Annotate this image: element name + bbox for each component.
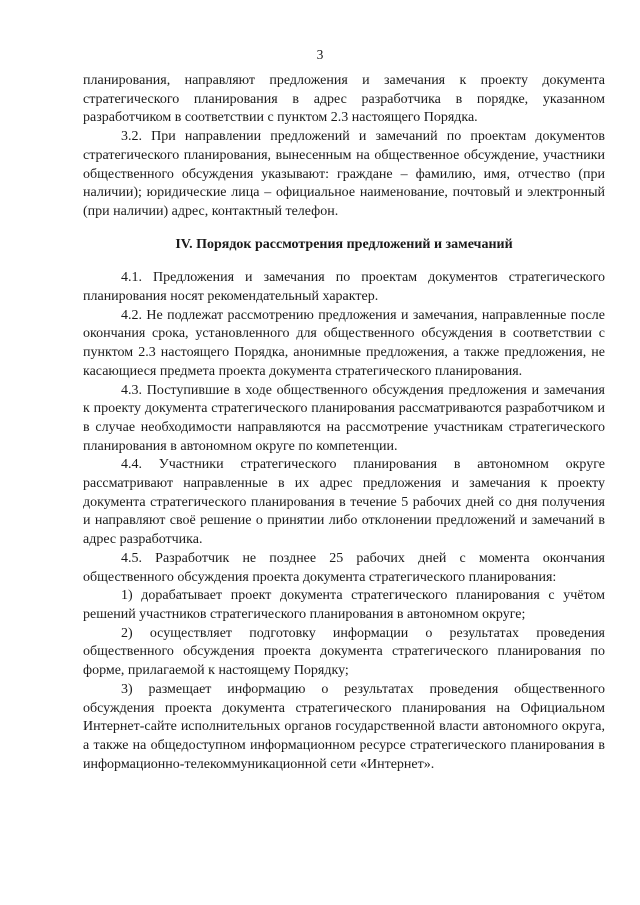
paragraph-3-2: 3.2. При направлении предложений и замечаний по проектам документов стратегического планирования, вынесенным на общественное обсуждение, участники общественного обсуждения указывают: граждане – фамилию, имя, отчество (при наличии); юридические лица – официальное наименование, почтовый и электронный (при наличии) адрес, контактный телефон.	[83, 129, 605, 219]
paragraph-4-3: 4.3. Поступившие в ходе общественного обсуждения предложения и замечания к проекту документа стратегического планирования рассматриваются разработчиком и в случае необходимости направляются на рассмотрение участникам стратегического планирования в автономном округе по компетенции.	[83, 382, 605, 454]
document-body	[83, 72, 605, 774]
paragraph-4-2: 4.2. Не подлежат рассмотрению предложения и замечания, направленные после окончания срока, установленного для общественного обсуждения в соответствии с пунктом 2.3 настоящего Порядка, анонимные предложения, а также предложения, не касающиеся предмета проекта документа стратегического планирования.	[83, 307, 605, 379]
list-item-2: 2) осуществляет подготовку информации о результатах проведения общественного обсуждения проекта документа стратегического планирования по форме, прилагаемой к настоящему Порядку;	[83, 625, 605, 679]
list-item-3: 3) размещает информацию о результатах проведения общественного обсуждения проекта документа стратегического планирования на Официальном Интернет-сайте исполнительных органов государственной власти автономного округа, а также на общедоступном информационном ресурсе стратегического планирования в информационно-телекоммуникационной сети «Интернет».	[83, 681, 605, 772]
paragraph-4-4: 4.4. Участники стратегического планирования в автономном округе рассматривают направленные в их адрес предложения и замечания к проекту документа стратегического планирования в течение 5 рабочих дней со дня получения и направляют своё решение о принятии либо отклонении предложений и замечаний в адрес разработчика.	[83, 457, 605, 548]
page-number: 3	[316, 47, 324, 62]
paragraph-continuation: планирования, направляют предложения и замечания к проекту документа стратегического планирования в адрес разработчика в порядке, указанном разработчиком в соответствии с пунктом 2.3 настоящего Порядка.	[83, 73, 605, 126]
section-heading: IV. Порядок рассмотрения предложений и замечаний	[175, 236, 513, 252]
paragraph-4-1: 4.1. Предложения и замечания по проектам документов стратегического планирования носят рекомендательный характер.	[83, 270, 605, 305]
paragraph-4-5: 4.5. Разработчик не позднее 25 рабочих дней с момента окончания общественного обсуждения проекта документа стратегического планирования:	[83, 550, 605, 585]
list-item-1: 1) дорабатывает проект документа стратегического планирования с учётом решений участников стратегического планирования в автономном округе;	[83, 588, 605, 622]
